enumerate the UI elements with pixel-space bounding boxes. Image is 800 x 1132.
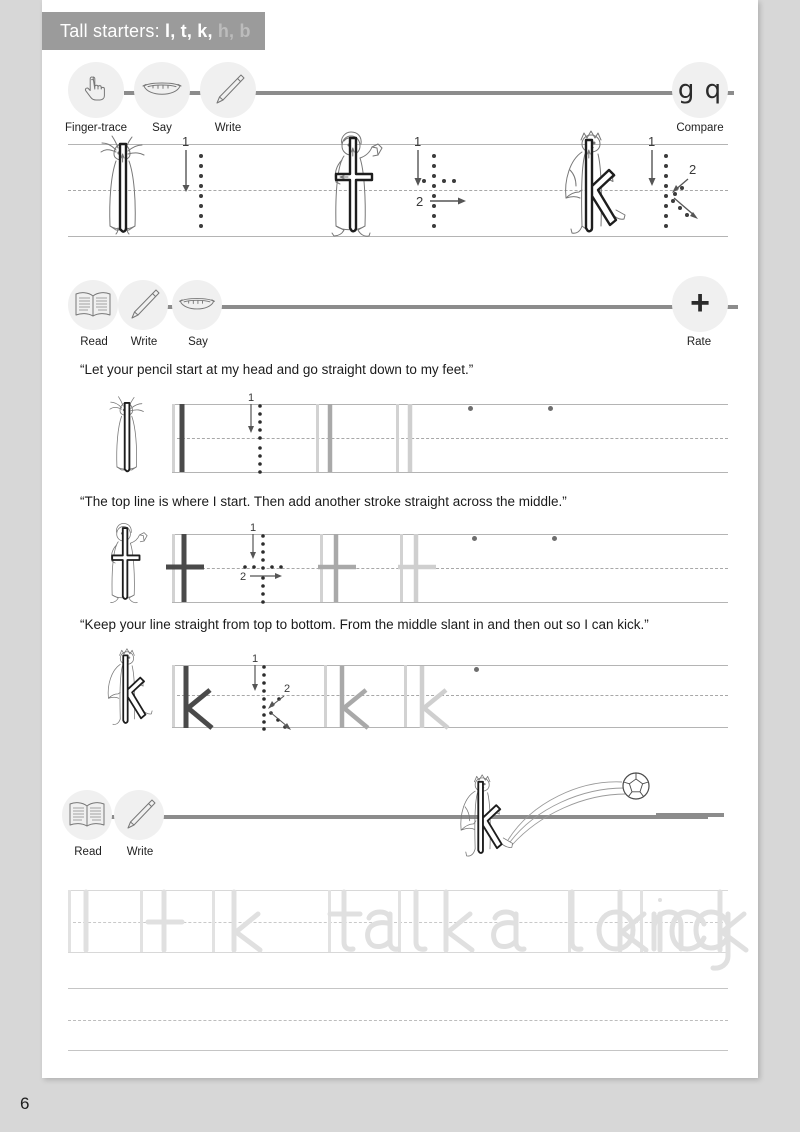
stroke-number-2: 2 [240, 571, 247, 583]
step-say-1[interactable] [134, 62, 190, 118]
stroke-number-1: 1 [250, 522, 257, 534]
step-write-3[interactable] [114, 790, 164, 840]
compare-letters-icon: g q [677, 75, 723, 105]
kick-scene [440, 768, 670, 878]
step-read-1[interactable] [68, 280, 118, 330]
caped-hero-k-figure [461, 775, 513, 856]
step-label-read-2: Read [74, 846, 102, 858]
walking-figure-small [111, 524, 147, 603]
trace-letter-solid [166, 534, 204, 602]
instruction-t: “The top line is where I start. Then add another stroke straight across the middle.” [80, 494, 567, 509]
step-label-write-3: Write [126, 846, 154, 858]
stroke-number-2: 2 [416, 194, 424, 209]
open-book-icon [74, 290, 112, 320]
step-label-write-2: Write [130, 336, 158, 348]
step-read-2[interactable] [62, 790, 112, 840]
pencil-icon [125, 287, 161, 323]
trace-letter-lighter [422, 666, 448, 728]
trace-letter-dotted [240, 522, 283, 604]
trace-letter-dotted [248, 392, 262, 474]
step-compare[interactable] [672, 62, 728, 118]
stroke-number-2: 2 [284, 683, 291, 695]
step-label-write-1: Write [214, 122, 242, 134]
blank-middle-line [68, 1020, 728, 1021]
stroke-number-2: 2 [689, 162, 697, 177]
step-write-2[interactable] [118, 280, 168, 330]
banner-dim-letters: h, b [212, 20, 251, 41]
blank-bottom-line [68, 1050, 728, 1051]
open-book-icon [68, 800, 106, 830]
demo-letter-k [566, 131, 625, 233]
demo-letter-illustrations [68, 130, 748, 250]
arc-trajectory [508, 782, 626, 845]
step-label-finger-trace: Finger-trace [65, 122, 127, 134]
step-say-2[interactable] [172, 280, 222, 330]
banner-focus-letters: l, t, k, [165, 20, 213, 41]
trace-letter-light [318, 534, 356, 602]
blank-top-line [68, 988, 728, 989]
trace-letter-lighter [398, 534, 436, 602]
blank-practice-lines[interactable] [68, 988, 728, 1050]
trace-glyph-a [494, 912, 524, 949]
instruction-k: “Keep your line straight from top to bottom. From the middle slant in and then out so I can kick.” [80, 617, 649, 632]
stroke-number-1: 1 [252, 653, 259, 665]
trace-glyph-k [234, 892, 260, 950]
stroke-number-1: 1 [248, 392, 255, 404]
pencil-icon [210, 72, 246, 108]
demo-guide-k [648, 134, 698, 228]
toolbar-top [65, 62, 728, 134]
step-label-compare: Compare [676, 122, 724, 134]
toolbar-end-segment [656, 813, 724, 817]
demo-letter-l [101, 136, 144, 234]
practice-art-k [98, 650, 728, 750]
trace-phrase-kick [608, 884, 758, 964]
trace-letter-solid [186, 666, 212, 728]
demo-guide-l [182, 134, 203, 228]
caped-hero-figure-small [108, 649, 152, 725]
step-label-rate: Rate [686, 336, 712, 348]
demo-letter-t [332, 132, 382, 236]
stroke-number-1: 1 [414, 134, 422, 149]
plus-icon: + [690, 283, 710, 322]
step-finger-trace[interactable] [68, 62, 124, 118]
step-label-read-1: Read [80, 336, 108, 348]
stroke-number-1: 1 [182, 134, 190, 149]
trace-glyph-talk [330, 892, 472, 950]
page-number: 6 [20, 1094, 30, 1113]
step-label-say-1: Say [152, 122, 172, 134]
demo-guide-t [414, 134, 466, 228]
pencil-icon [121, 797, 157, 833]
step-label-say-2: Say [188, 336, 208, 348]
lighthouse-figure-small [110, 397, 144, 472]
stroke-number-1: 1 [648, 134, 656, 149]
practice-art-t [98, 522, 728, 618]
banner-lead-text: Tall starters: [60, 20, 166, 41]
step-rate[interactable] [672, 276, 728, 332]
soccer-ball-icon [623, 773, 649, 799]
page-title-banner [42, 12, 265, 50]
trace-letter-light [342, 666, 368, 728]
practice-art-l [98, 392, 728, 488]
trace-glyph-kick [620, 892, 746, 950]
instruction-l: “Let your pencil start at my head and go straight down to my feet.” [80, 362, 474, 377]
toolbar-middle [68, 276, 728, 348]
hand-pointing-icon [79, 73, 113, 107]
mouth-icon [178, 293, 216, 317]
trace-letter-dotted [252, 653, 291, 731]
step-write-1[interactable] [200, 62, 256, 118]
trace-glyph-t [148, 892, 182, 950]
mouth-icon [142, 77, 182, 103]
